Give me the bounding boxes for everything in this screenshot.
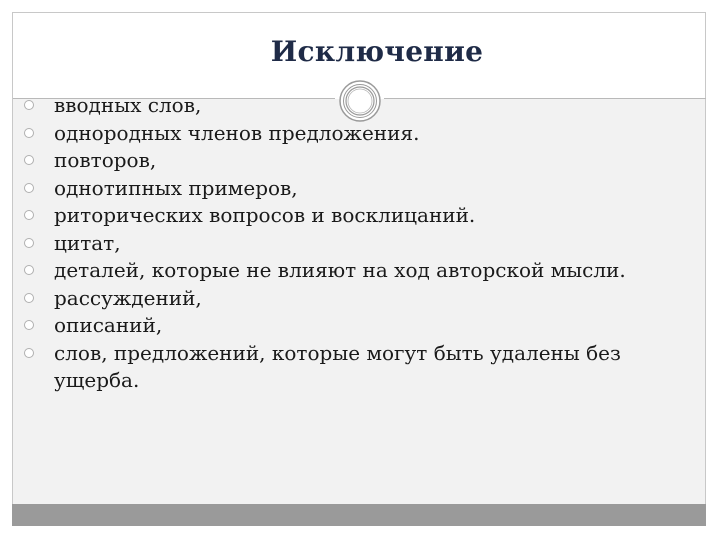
ring-bullet-icon	[24, 100, 34, 110]
bullet-text: однородных членов предложения.	[54, 120, 420, 145]
ring-bullet-icon	[24, 238, 34, 248]
bullet-text: деталей, которые не влияют на ход авторской мысли.	[54, 258, 626, 282]
ring-bullet-icon	[24, 128, 34, 138]
bullet-text: цитат,	[54, 230, 121, 255]
bullet-item	[24, 257, 664, 285]
ring-bullet-icon	[24, 155, 34, 165]
ring-bullet-icon	[24, 265, 34, 275]
ring-bullet-icon	[24, 320, 34, 330]
bullet-item	[24, 312, 664, 340]
bullet-item	[24, 285, 664, 313]
bullet-item	[24, 202, 664, 230]
bullet-text: риторических вопросов и восклицаний.	[54, 203, 476, 227]
bullet-item	[24, 120, 664, 148]
bullet-text: повторов,	[54, 148, 157, 172]
slide-title: Исключение	[270, 35, 484, 68]
bullet-item	[24, 147, 664, 175]
bullet-item	[24, 175, 664, 203]
bullet-text: описаний,	[54, 313, 163, 337]
ring-bullet-icon	[24, 183, 34, 193]
bullet-text: рассуждений,	[54, 285, 202, 310]
ring-bullet-icon	[24, 210, 34, 220]
bullet-item	[24, 92, 664, 120]
bottom-bar	[12, 504, 706, 526]
ring-bullet-icon	[24, 348, 34, 358]
bullet-item	[24, 340, 664, 395]
bullet-list	[24, 92, 664, 395]
bullet-item	[24, 230, 664, 258]
bullet-text: однотипных примеров,	[54, 175, 298, 200]
bullet-text: слов, предложений, которые могут быть удалены без ущерба.	[54, 340, 621, 392]
bullet-text: вводных слов,	[54, 93, 202, 117]
ring-bullet-icon	[24, 293, 34, 303]
